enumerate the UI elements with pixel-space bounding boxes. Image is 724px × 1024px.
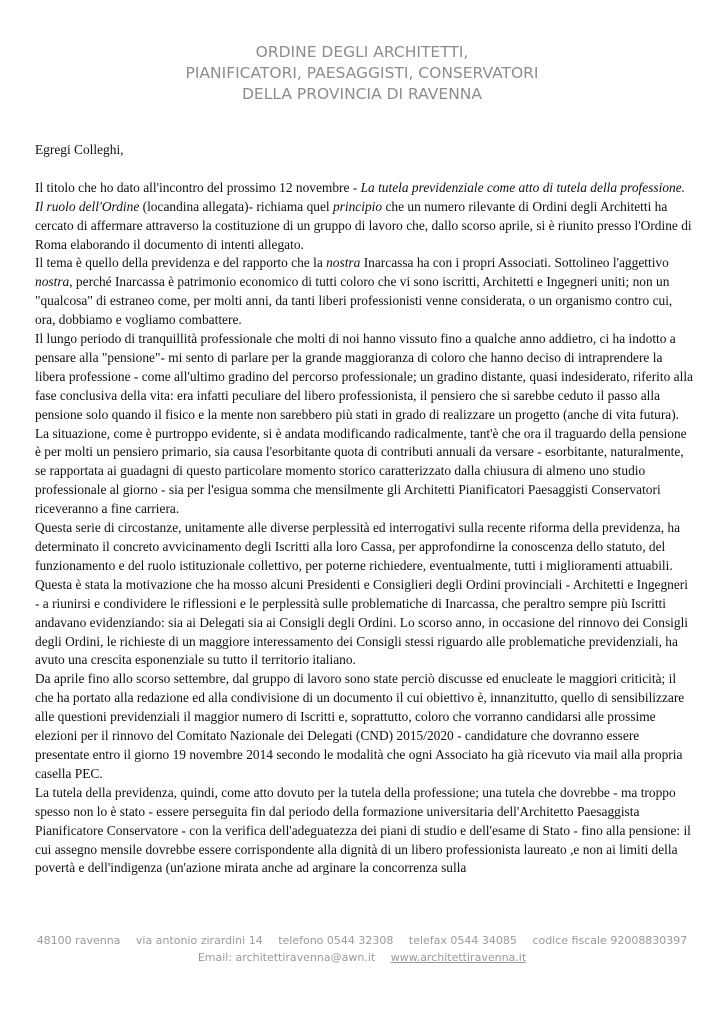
letterhead-line-1: ORDINE DEGLI ARCHITETTI, <box>255 43 469 61</box>
event-title-italic: La tutela previdenziale come atto di tutela della professione. Il ruolo dell'Ordine <box>35 179 686 214</box>
paragraph-8: La tutela della previdenza, quindi, come atto dovuto per la tutela della professione; una tutela che dovrebbe - ma troppo spesso non lo è stato - essere perseguita fin dal periodo della formazione universitaria dell'Architetto Paesaggista Pianificatore Conservatore - con la verifica dell'adeguatezza dei piani di studio e dell'esame di Stato - fino alla pensione: il cui assegno mensile dovrebbe essere corrispondente alla dignità di un libero professionista laureato ,e non ai limiti della povertà e dell'indigenza (un'azione mirata anche ad arginare la concorrenza sulla <box>35 784 691 876</box>
paragraph-2 <box>35 254 695 330</box>
footer-tax-code: codice fiscale 92008830397 <box>532 934 688 947</box>
paragraph-3: Il lungo periodo di tranquillità professionale che molti di noi hanno vissuto fino a qualche anno addietro, ci ha indotto a pensare alla "pensione"- mi sento di parlare per la grande maggioranza di coloro che hanno deciso di intraprendere la libera professione - come all'ultimo gradino del percorso professionale; un gradino distante, quasi indesiderato, riferito alla fase conclusiva della vita: era infatti peculiare del libero professionista, il pensiero che si sarebbe ceduto il passo alla pensione solo quando il fisico e la mente non sarebbero più stati in grado di realizzare un progetto (anche di vita futura). <box>35 331 693 422</box>
footer-fax: telefax 0544 34085 <box>408 934 517 947</box>
footer-email: Email: architettiravenna@awn.it <box>197 951 376 964</box>
footer-address: 48100 ravenna <box>36 934 121 947</box>
footer-contacts-row <box>0 932 724 949</box>
text-run: Il tema è quello della previdenza e del rapporto che la <box>35 255 327 271</box>
text-run: Il titolo che ho dato all'incontro del prossimo 12 novembre - <box>35 179 361 195</box>
letter-footer <box>0 932 724 966</box>
paragraph-1 <box>35 179 695 255</box>
paragraph-7: Da aprile fino allo scorso settembre, dal gruppo di lavoro sono state perciò discusse ed enucleate le maggiori criticità; il che ha portato alla redazione ed alla condivisione di un documento il cui obiettivo è, innanzitutto, quello di sensibilizzare alle questioni previdenziali il maggior numero di Iscritti e, soprattutto, coloro che vorranno candidarsi alle prossime elezioni per il rinnovo del Comitato Nazionale dei Delegati (CND) 2015/2020 - candidature che dovranno essere presentate entro il giorno 19 novembre 2014 secondo le modalità che ogni Associato ha già ricevuto via mail alla propria casella PEC. <box>35 671 685 781</box>
footer-street: via antonio zirardini 14 <box>135 934 263 947</box>
salutation: Egregi Colleghi, <box>35 142 124 157</box>
letter-body <box>35 141 695 878</box>
footer-phone: telefono 0544 32308 <box>278 934 394 947</box>
footer-web-row <box>0 949 724 966</box>
emphasis-italic: nostra <box>326 255 361 271</box>
paragraph-5: Questa serie di circostanze, unitamente alle diverse perplessità ed interrogativi sulla recente riforma della previdenza, ha determinato il concreto avvicinamento degli Iscritti alla loro Cassa, per approfondirne la conoscenza dello statuto, del funzionamento e del ruolo istituzionale collettivo, per poterne richiedere, eventualmente, tutti i miglioramenti attuabili. <box>35 520 681 573</box>
paragraph-6: Questa è stata la motivazione che ha mosso alcuni Presidenti e Consiglieri degli Ordini provinciali - Architetti e Ingegneri - a riunirsi e condividere le riflessioni e le perplessità sulle problematiche di Inarcassa, che peraltro sempre più Iscritti andavano evidenziando: sia ai Delegati sia ai Consigli degli Ordini. Lo scorso anno, in occasione del rinnovo dei Consigli degli Ordini, le richieste di un maggiore interessamento dei Consigli stessi riguardo alle problematiche previdenziali, ha avuto una crescita esponenziale su tutto il territorio italiano. <box>35 576 689 668</box>
paragraph-4: La situazione, come è purtroppo evidente, si è andata modificando radicalmente, tant'è che ora il traguardo della pensione è per molti un pensiero primario, sia causa l'esorbitante quota di contributi annuali da versare - esorbitante, naturalmente, se rapportata ai guadagni di questo particolare momento storico caratterizzato dalla chiusura di almeno uno studio professionale al giorno - sia per l'esigua somma che mensilmente gli Architetti Pianificatori Paesaggisti Conservatori riceveranno a fine carriera. <box>35 425 687 517</box>
emphasis-italic: principio <box>332 198 383 214</box>
emphasis-italic: nostra <box>35 274 70 290</box>
text-run: Inarcassa ha con i propri Associati. Sottolineo l'aggettivo <box>360 255 669 271</box>
text-run: , perché Inarcassa è patrimonio economico di tutti coloro che vi sono iscritti, Architetti e Ingegneri uniti; non un "qualcosa" di estraneo come, per molti anni, da tanti liberi professionisti venne considerata, o un organismo contro cui, ora, dobbiamo e vogliamo combattere. <box>35 274 673 328</box>
text-run: che un numero rilevante di Ordini degli Architetti ha cercato di affermare attraverso la costituzione di un gruppo di lavoro che, dallo scorso aprile, si è riunito presso l'Ordine di Roma elaborando il documento di intenti allegato. <box>35 198 692 252</box>
footer-website-link[interactable]: www.architettiravenna.it <box>390 951 527 964</box>
letterhead-line-3: DELLA PROVINCIA DI RAVENNA <box>241 85 482 103</box>
text-run: (locandina allegata)- richiama quel <box>139 198 333 214</box>
letterhead <box>0 42 724 105</box>
letterhead-line-2: PIANIFICATORI, PAESAGGISTI, CONSERVATORI <box>185 64 539 82</box>
